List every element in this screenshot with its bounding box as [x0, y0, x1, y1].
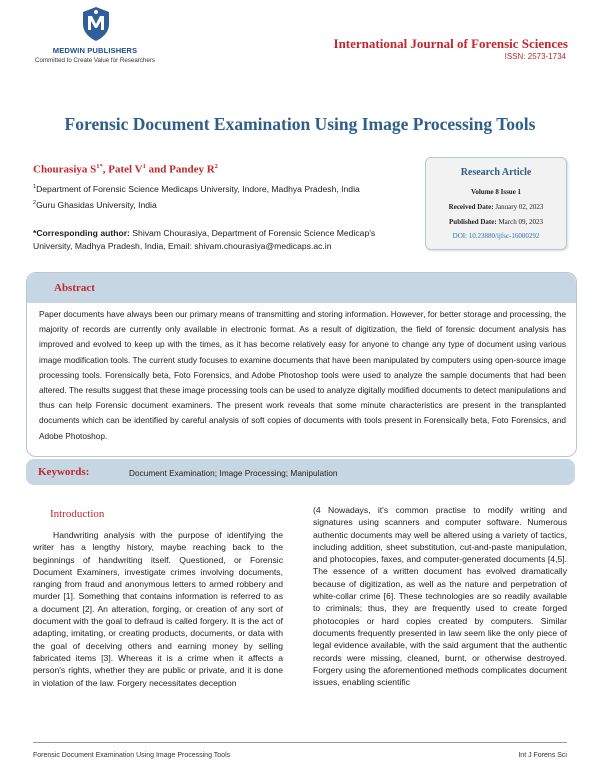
received-date: Received Date: January 02, 2023 — [448, 203, 544, 211]
footer-divider — [33, 742, 567, 743]
author-separator: and — [145, 163, 170, 176]
author-separator: , — [102, 163, 109, 176]
author-3: Pandey R — [169, 163, 215, 176]
affiliation-2: $^2$Guru Ghasidas University, India — [33, 200, 157, 210]
author-1: Chourasiya S — [33, 163, 97, 176]
footer-running-title: Forensic Document Examination Using Image Processing Tools — [33, 752, 231, 759]
footer-journal-abbrev: Int J Forens Sci — [518, 752, 567, 759]
keywords-box — [26, 459, 575, 485]
abstract-heading: Abstract — [54, 282, 95, 294]
journal-issn: ISSN: 2573-1734 — [504, 52, 566, 61]
article-info-box — [425, 157, 567, 250]
abstract-text: Paper documents have always been our primary means of transmitting and storing information. However, for better storage and processing, the majority of records are currently only available in electronic format. As a result of digitization, the field of forensic document analysis has improved and evolved to keep up with the times, as it has become relatively easy for anyone to change any type of document using various image modification tools. The current study focuses to examine documents that have been manipulated by computers using open-source image processing tools. Forensically beta, Foto Forensics, and Adobe Photoshop tools were used to analyze the sample documents that had been altered. The results suggest that these image processing tools can be used to analyze digitally modified documents to detect manipulations and thus can help Forensic document examiners. The present work reveals that some minute characteristics are present in the transplanted documents which can be identified by careful analysis of soft copies of documents with tools present in Forensically beta, Foto Forensics, and Adobe Photoshop. — [39, 309, 566, 441]
corresponding-author: *Corresponding author: Shivam Chourasiya, Department of Forensic Science Medicap's University, Madhya Pradesh, India, Email: shivam.chourasiya@medicaps.ac.in — [33, 228, 376, 251]
published-date: Published Date: March 09, 2023 — [449, 218, 543, 226]
author-3-affiliation: 2 — [214, 163, 218, 170]
author-2-affiliation: 1 — [142, 163, 146, 170]
article-type: Research Article — [460, 167, 532, 178]
article-volume: Volume 8 Issue 1 — [470, 188, 522, 196]
author-list — [33, 163, 218, 176]
author-1-affiliation: 1* — [96, 163, 103, 170]
affiliation-1: $^1$Department of Forensic Science Medicaps University, Indore, Madhya Pradesh, India — [33, 184, 360, 194]
abstract-box — [26, 272, 577, 457]
medwin-shield-logo-icon — [82, 6, 110, 42]
article-doi-link[interactable]: DOI: 10.23880/ijfsc-16000292 — [452, 232, 540, 240]
publisher-name: MEDWIN PUBLISHERS — [52, 46, 138, 55]
introduction-left-column: Handwriting analysis with the purpose of identifying the writer has a lengthy history, maybe reaching back to the beginnings of handwriting itself. Questioned, or Forensic Document Examiners, investigate crimes involving documents, ranging from fraud and anonymous letters to armed robbery and murder [1]. Something that contains information is referred to as a document [2]. An alteration, forging, or creation of any sort of document with the goal to defraud is called forgery. It is the act of adapting, imitating, or creating products, documents, or data with the goal of deceiving others and earning money by selling fabricated items [3]. Whereas it is a crime when it affects a person's rights, whether they are public or private, and it is done in violation of the law. Forgery necessitates deception — [33, 530, 283, 688]
paper-title: Forensic Document Examination Using Image Processing Tools — [64, 114, 536, 134]
introduction-right-column: (4 Nowadays, it's common practise to modify writing and signatures using scanners and computer software. Numerous authentic documents may well be altered using a variety of tactics, including addition, sheet substitution, cut-and-paste manipulation, and photocopies, faxes, and computer-generated documents [4,5]. The essence of a written document has evolved dramatically because of digitization, as well as the nature and perpetration of white-collar crime [6]. These technologies are so readily available to criminals; thus, they are frequently used to create forged photocopies or hard copies created by computers. Similar documents frequently presented in law seem like the only piece of legal evidence available, with the said argument that the authentic records were missing, cleaned, burnt, or otherwise destroyed. Forgery using the aforementioned methods complicates document issues, enabling scientific — [313, 505, 567, 688]
publisher-tagline: Committed to Create Value for Researchers — [35, 57, 155, 64]
introduction-heading: Introduction — [50, 508, 105, 520]
abstract-header — [27, 273, 576, 303]
keywords-label: Keywords: — [38, 466, 90, 478]
author-2: Patel V — [108, 163, 143, 176]
journal-name: International Journal of Forensic Sciences — [333, 36, 568, 51]
keywords-text: Document Examination; Image Processing; Manipulation — [129, 468, 338, 478]
